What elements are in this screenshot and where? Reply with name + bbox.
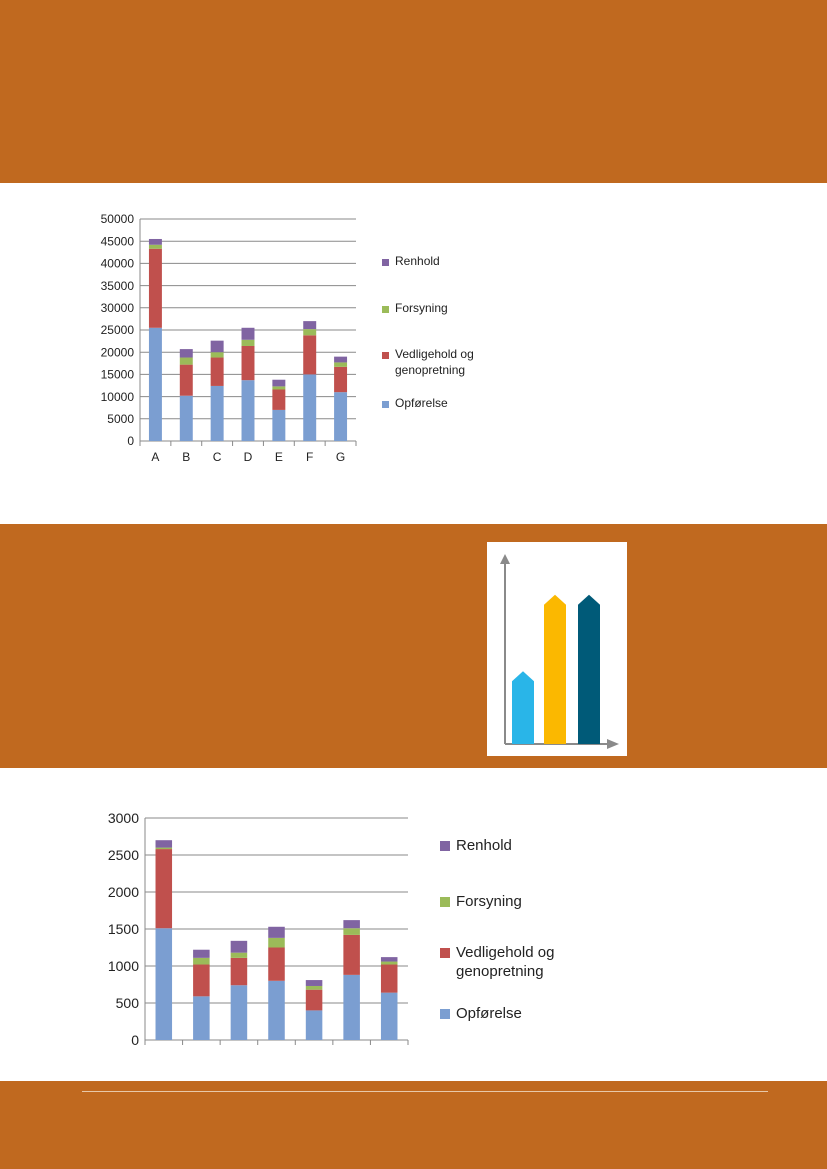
- bar-segment: [180, 358, 193, 365]
- x-tick-label: G: [335, 450, 346, 464]
- y-tick-label: 25000: [100, 323, 134, 338]
- bar-segment: [149, 249, 162, 328]
- bar-segment: [231, 958, 248, 985]
- y-tick-label: 0: [131, 1031, 139, 1048]
- x-tick-label: D: [243, 450, 253, 464]
- bar-segment: [156, 849, 173, 928]
- legend-swatch: [440, 841, 450, 851]
- arrow-up-icon: [500, 554, 510, 564]
- bar-segment: [381, 993, 398, 1040]
- y-tick-label: 50000: [100, 212, 134, 227]
- y-tick-label: 2000: [107, 883, 139, 900]
- legend-label: Opførelse: [395, 396, 448, 410]
- bar-segment: [343, 920, 360, 928]
- y-tick-label: 20000: [100, 345, 134, 360]
- y-tick-label: 2500: [107, 846, 139, 863]
- bar-segment: [334, 357, 347, 363]
- stacked-bar-chart-2: [0, 768, 680, 1073]
- bar-segment: [303, 329, 316, 335]
- bar-segment: [303, 374, 316, 441]
- legend-label: Opførelse: [456, 1005, 522, 1022]
- bottom-orange-band: [0, 1081, 827, 1169]
- bar-segment: [381, 962, 398, 965]
- legend-swatch: [382, 259, 389, 266]
- top-orange-band: [0, 0, 827, 183]
- y-tick-label: 5000: [107, 412, 134, 426]
- bar-segment: [231, 941, 248, 953]
- legend-swatch: [440, 897, 450, 907]
- bar-segment: [149, 328, 162, 441]
- bar-segment: [343, 975, 360, 1040]
- bar-segment: [156, 848, 173, 849]
- bar-segment: [149, 239, 162, 245]
- bar-segment: [242, 380, 255, 441]
- bar-segment: [381, 957, 398, 961]
- bar-segment: [180, 365, 193, 396]
- x-tick-label: C: [212, 450, 222, 464]
- bar-segment: [303, 321, 316, 329]
- bar-segment: [156, 840, 173, 847]
- legend-swatch: [382, 306, 389, 313]
- bar-segment: [306, 990, 323, 1011]
- icon-arrow-bar: [544, 595, 566, 744]
- legend-label: Forsyning: [456, 893, 522, 910]
- icon-arrow-bar: [512, 671, 534, 744]
- y-tick-label: 30000: [100, 301, 134, 315]
- footer-rule: [82, 1091, 768, 1092]
- bar-segment: [242, 328, 255, 340]
- y-tick-label: 40000: [100, 256, 134, 271]
- bar-segment: [193, 958, 210, 965]
- chart-1-svg: [0, 183, 560, 483]
- legend-swatch: [382, 352, 389, 359]
- bar-segment: [272, 389, 285, 409]
- legend-label: Renhold: [456, 837, 512, 854]
- legend-swatch: [382, 401, 389, 408]
- bar-segment: [231, 953, 248, 958]
- bar-segment: [211, 341, 224, 353]
- bar-segment: [268, 938, 285, 948]
- legend-label: Renhold: [395, 254, 440, 268]
- bar-segment: [156, 928, 173, 1040]
- bar-segment: [193, 996, 210, 1040]
- x-tick-label: F: [306, 450, 314, 464]
- bar-segment: [343, 935, 360, 975]
- bar-segment: [343, 928, 360, 935]
- bar-segment: [180, 349, 193, 357]
- bar-segment: [303, 335, 316, 374]
- bar-segment: [306, 980, 323, 986]
- x-tick-label: B: [182, 450, 191, 464]
- bar-segment: [180, 396, 193, 441]
- y-tick-label: 3000: [107, 809, 139, 826]
- stacked-bar-chart-1: [0, 183, 560, 488]
- bar-segment: [334, 367, 347, 392]
- bar-segment: [268, 948, 285, 981]
- y-tick-label: 1000: [107, 957, 139, 974]
- x-tick-label: E: [274, 450, 283, 464]
- y-tick-label: 500: [115, 994, 139, 1011]
- y-tick-label: 45000: [100, 234, 134, 249]
- legend-label: Vedligehold og: [456, 944, 555, 961]
- legend-label: genopretning: [395, 363, 466, 377]
- bar-segment: [334, 362, 347, 366]
- chart-2-svg: [0, 768, 680, 1068]
- y-tick-label: 0: [127, 434, 134, 449]
- legend-label: Vedligehold og: [395, 347, 474, 361]
- y-tick-label: 35000: [100, 278, 134, 293]
- bar-segment: [211, 386, 224, 441]
- bar-segment: [306, 986, 323, 990]
- legend-swatch: [440, 1009, 450, 1019]
- y-tick-label: 15000: [100, 367, 134, 382]
- y-tick-label: 1500: [107, 920, 139, 937]
- bar-segment: [242, 346, 255, 380]
- bar-segment: [268, 981, 285, 1040]
- bar-segment: [272, 386, 285, 389]
- bar-segment: [268, 927, 285, 938]
- bar-segment: [306, 1010, 323, 1040]
- bar-segment: [272, 380, 285, 387]
- legend-swatch: [440, 948, 450, 958]
- y-tick-label: 10000: [100, 389, 134, 404]
- bar-segment: [272, 410, 285, 441]
- arrow-right-icon: [607, 739, 619, 749]
- bar-segment: [231, 985, 248, 1040]
- bar-segment: [211, 352, 224, 357]
- middle-orange-band: [0, 524, 827, 768]
- bar-segment: [334, 392, 347, 441]
- legend-label: genopretning: [456, 963, 544, 980]
- bar-chart-icon-svg: [487, 542, 627, 756]
- bar-segment: [193, 965, 210, 997]
- bar-chart-icon: [487, 542, 627, 756]
- bar-segment: [193, 950, 210, 958]
- legend-label: Forsyning: [395, 301, 448, 315]
- bar-segment: [381, 965, 398, 993]
- icon-arrow-bar: [578, 595, 600, 744]
- bar-segment: [242, 340, 255, 346]
- x-tick-label: A: [151, 450, 160, 464]
- bar-segment: [211, 358, 224, 386]
- bar-segment: [149, 245, 162, 249]
